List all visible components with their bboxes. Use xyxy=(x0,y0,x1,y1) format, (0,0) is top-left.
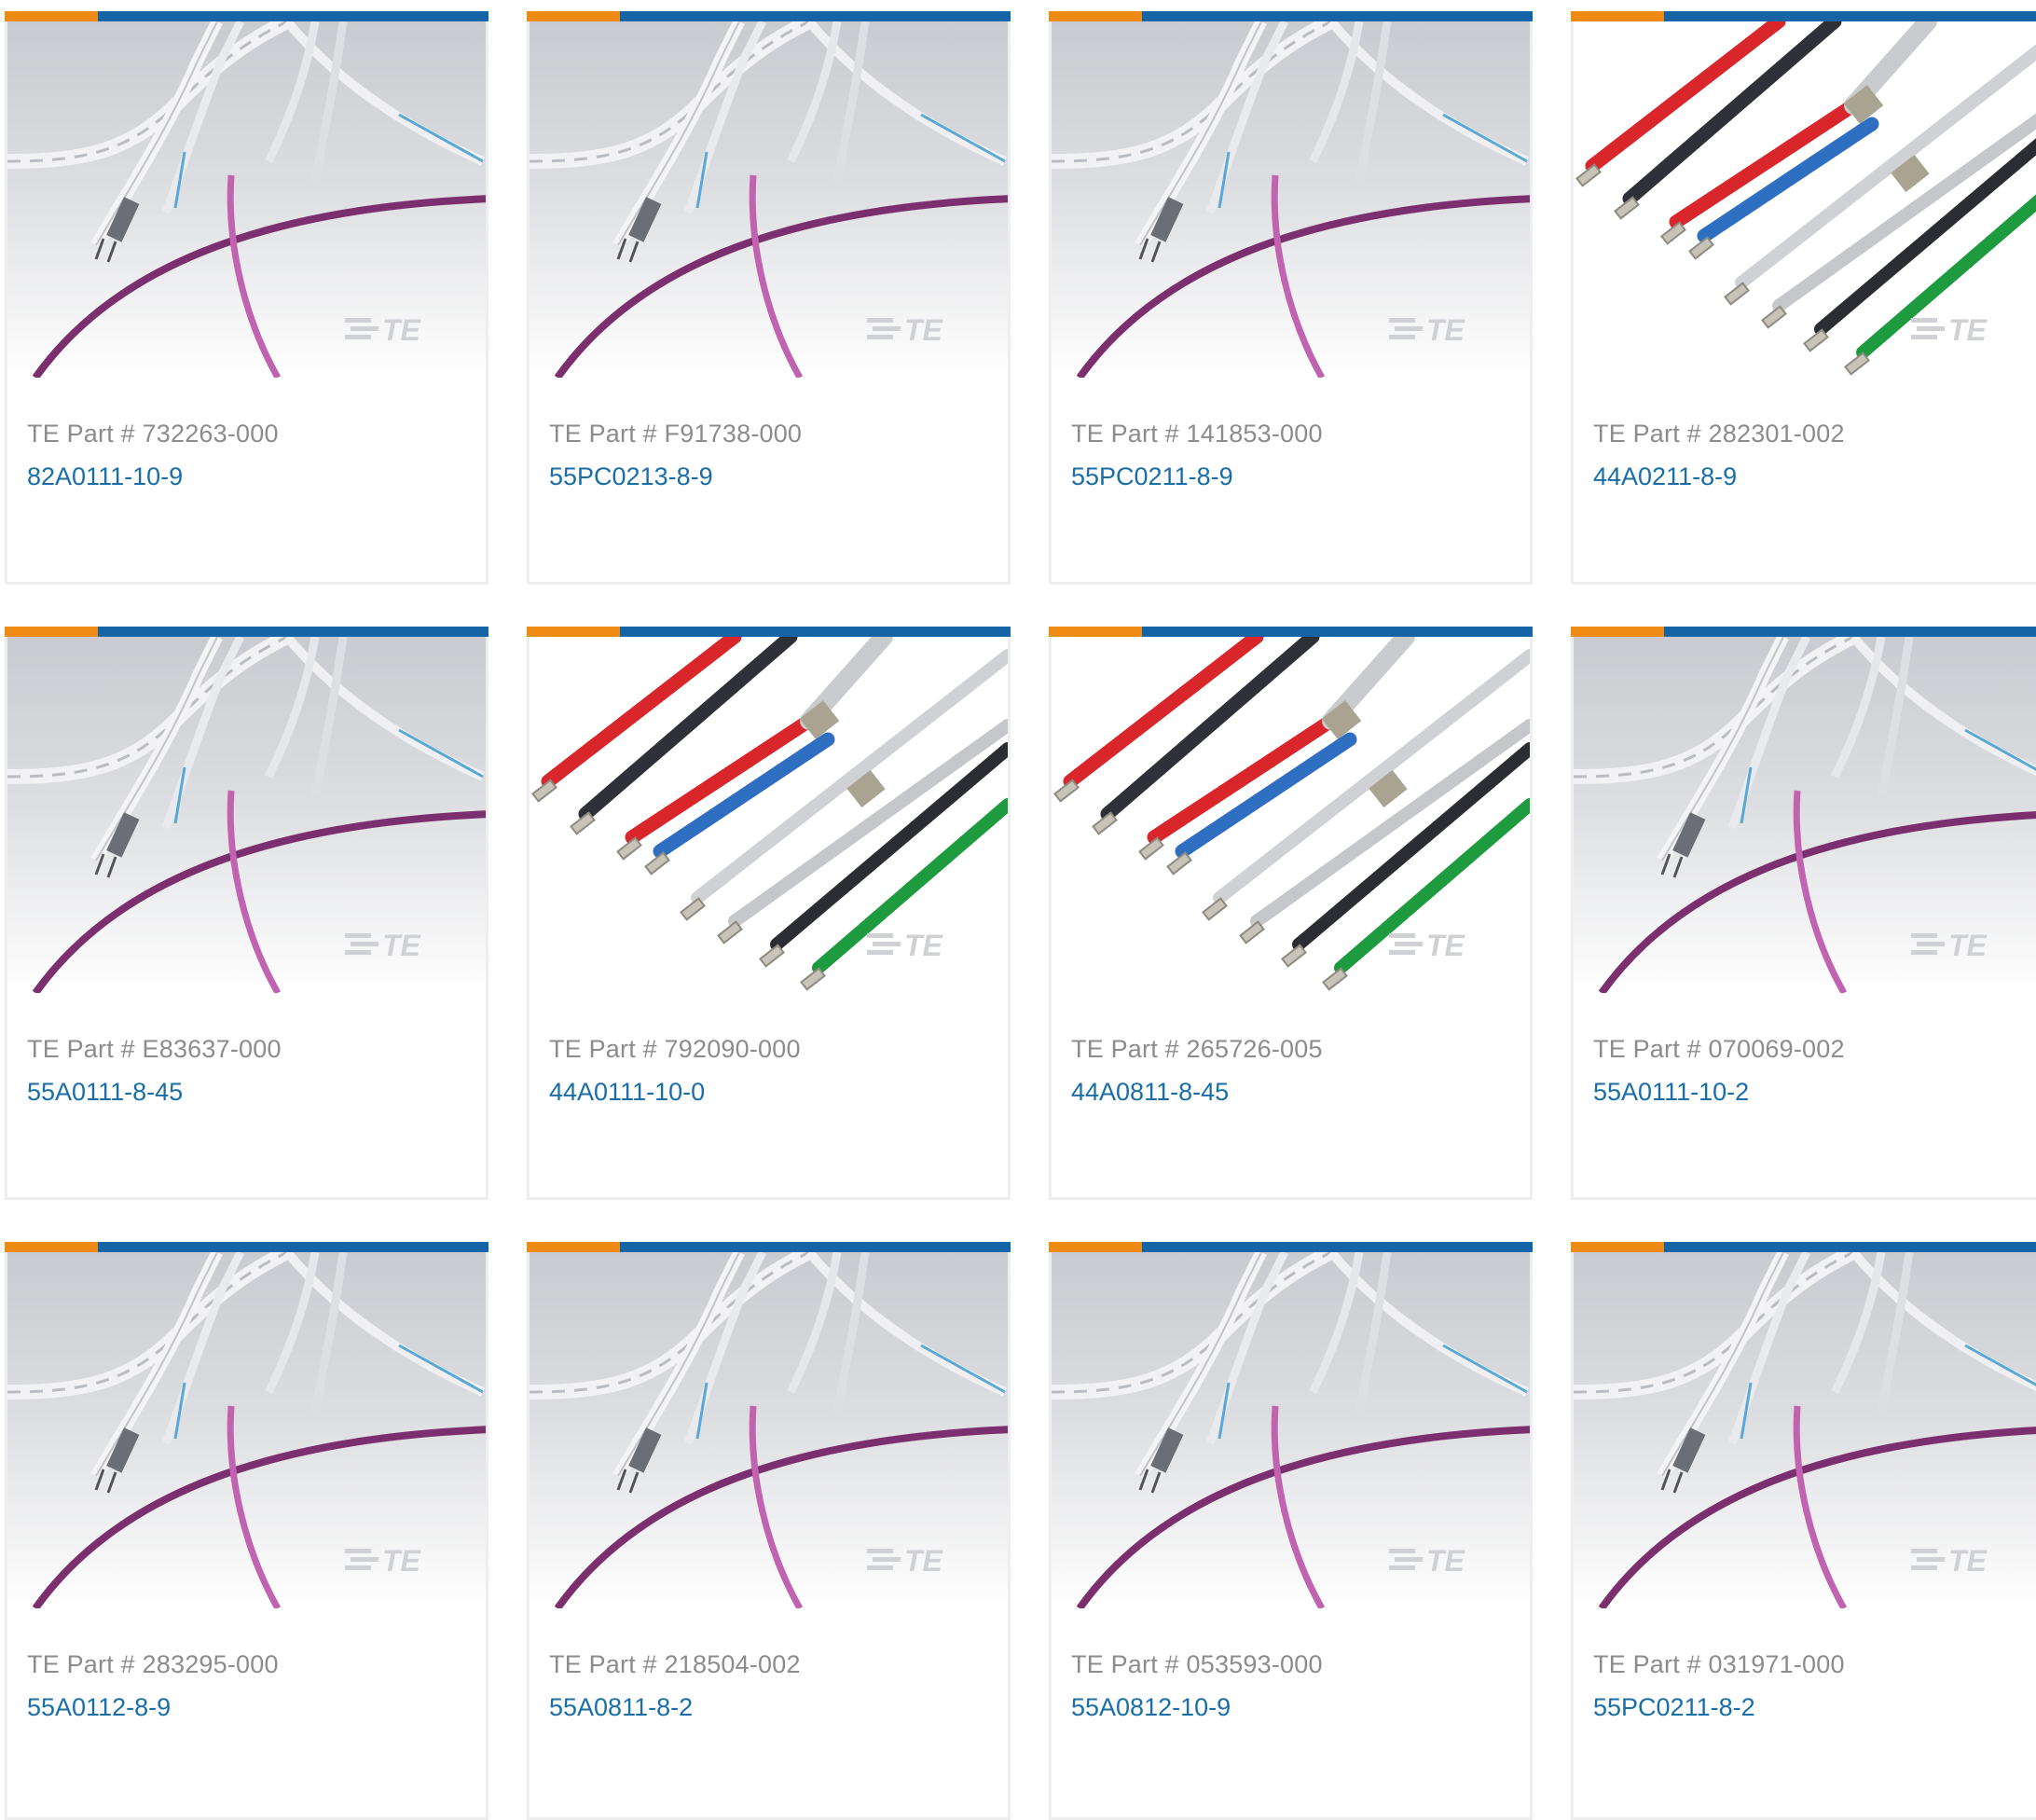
product-card[interactable] xyxy=(5,11,488,585)
svg-text:TE: TE xyxy=(1426,313,1465,347)
part-number-link[interactable]: 55PC0213-8-9 xyxy=(549,462,713,490)
product-card[interactable] xyxy=(1571,627,2036,1200)
product-card[interactable] xyxy=(5,627,488,1200)
product-image[interactable] xyxy=(530,637,1008,993)
te-part-label: TE Part # 792090-000 xyxy=(549,1035,801,1063)
part-number-link[interactable]: 55A0112-8-9 xyxy=(27,1693,172,1721)
part-number-link[interactable]: 44A0211-8-9 xyxy=(1593,462,1738,490)
part-number-link[interactable]: 55A0811-8-2 xyxy=(549,1693,694,1721)
te-part-label: TE Part # 218504-002 xyxy=(549,1650,801,1678)
product-image[interactable] xyxy=(7,1252,486,1608)
svg-text:TE: TE xyxy=(1948,929,1987,962)
card-accent-bar xyxy=(1049,627,1533,637)
part-number-link[interactable]: 55PC0211-8-2 xyxy=(1593,1693,1755,1721)
te-part-label: TE Part # E83637-000 xyxy=(27,1035,282,1063)
product-image[interactable] xyxy=(1574,637,2036,993)
product-image[interactable] xyxy=(1052,1252,1530,1608)
svg-text:TE: TE xyxy=(382,1544,420,1578)
part-number-link[interactable]: 55A0812-10-9 xyxy=(1071,1693,1231,1721)
multicolor-wire-illustration xyxy=(1052,637,1530,993)
product-image[interactable] xyxy=(530,21,1008,378)
part-number-link[interactable]: 55A0111-8-45 xyxy=(27,1078,184,1106)
product-image[interactable] xyxy=(7,637,486,993)
product-image[interactable] xyxy=(1574,21,2036,378)
part-number-link[interactable]: 44A0111-10-0 xyxy=(549,1078,706,1106)
silver-purple-wire-illustration xyxy=(1052,1252,1530,1608)
silver-purple-wire-illustration xyxy=(1574,637,2036,993)
product-card[interactable] xyxy=(1049,627,1533,1200)
svg-text:TE: TE xyxy=(1426,1544,1465,1578)
card-accent-bar xyxy=(5,11,488,21)
svg-text:TE: TE xyxy=(904,1544,942,1578)
part-number-link[interactable]: 55PC0211-8-9 xyxy=(1071,462,1233,490)
silver-purple-wire-illustration xyxy=(530,21,1008,378)
silver-purple-wire-illustration xyxy=(1052,21,1530,378)
svg-text:TE: TE xyxy=(904,313,942,347)
silver-purple-wire-illustration xyxy=(1574,1252,2036,1608)
card-accent-bar xyxy=(527,627,1011,637)
product-card[interactable] xyxy=(5,1242,488,1820)
card-accent-bar xyxy=(1571,11,2036,21)
product-image[interactable] xyxy=(1052,21,1530,378)
product-card[interactable] xyxy=(1571,11,2036,585)
part-number-link[interactable]: 44A0811-8-45 xyxy=(1071,1078,1230,1106)
te-part-label: TE Part # 141853-000 xyxy=(1071,420,1323,448)
part-number-link[interactable]: 82A0111-10-9 xyxy=(27,462,184,490)
svg-text:TE: TE xyxy=(382,313,420,347)
svg-text:TE: TE xyxy=(1948,313,1987,347)
product-card[interactable] xyxy=(1049,11,1533,585)
te-part-label: TE Part # 031971-000 xyxy=(1593,1650,1845,1678)
svg-text:TE: TE xyxy=(1426,929,1465,962)
multicolor-wire-illustration xyxy=(530,637,1008,993)
te-part-label: TE Part # 265726-005 xyxy=(1071,1035,1323,1063)
silver-purple-wire-illustration xyxy=(7,21,486,378)
svg-text:TE: TE xyxy=(382,929,420,962)
product-card[interactable] xyxy=(1571,1242,2036,1820)
te-part-label: TE Part # 053593-000 xyxy=(1071,1650,1323,1678)
part-number-link[interactable]: 55A0111-10-2 xyxy=(1593,1078,1750,1106)
product-image[interactable] xyxy=(1574,1252,2036,1608)
te-part-label: TE Part # 732263-000 xyxy=(27,420,279,448)
product-card[interactable] xyxy=(1049,1242,1533,1820)
card-accent-bar xyxy=(5,1242,488,1252)
card-accent-bar xyxy=(1571,1242,2036,1252)
card-accent-bar xyxy=(527,11,1011,21)
card-accent-bar xyxy=(1049,1242,1533,1252)
te-part-label: TE Part # 283295-000 xyxy=(27,1650,279,1678)
product-image[interactable] xyxy=(530,1252,1008,1608)
card-accent-bar xyxy=(1571,627,2036,637)
product-card[interactable] xyxy=(527,1242,1011,1820)
silver-purple-wire-illustration xyxy=(7,637,486,993)
card-accent-bar xyxy=(527,1242,1011,1252)
product-image[interactable] xyxy=(1052,637,1530,993)
te-part-label: TE Part # 282301-002 xyxy=(1593,420,1845,448)
silver-purple-wire-illustration xyxy=(530,1252,1008,1608)
svg-text:TE: TE xyxy=(904,929,942,962)
te-part-label: TE Part # F91738-000 xyxy=(549,420,803,448)
card-accent-bar xyxy=(1049,11,1533,21)
product-card[interactable] xyxy=(527,627,1011,1200)
te-part-label: TE Part # 070069-002 xyxy=(1593,1035,1845,1063)
product-card[interactable] xyxy=(527,11,1011,585)
silver-purple-wire-illustration xyxy=(7,1252,486,1608)
product-image[interactable] xyxy=(7,21,486,378)
svg-text:TE: TE xyxy=(1948,1544,1987,1578)
multicolor-wire-illustration xyxy=(1574,21,2036,378)
card-accent-bar xyxy=(5,627,488,637)
